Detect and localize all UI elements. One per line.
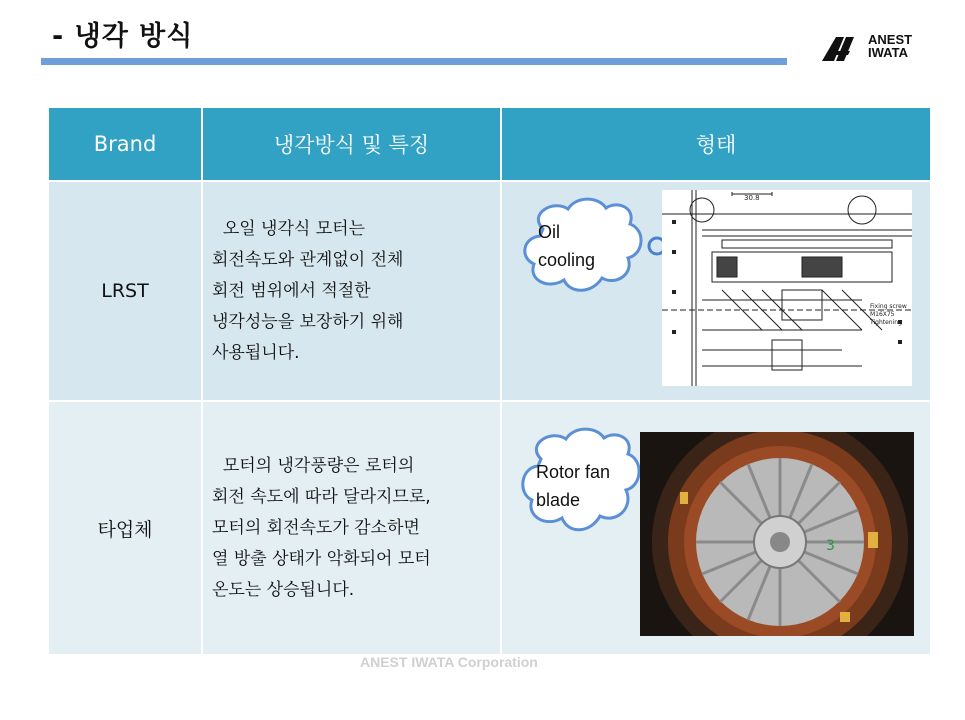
table-row [49,401,930,654]
description-cell [202,181,501,401]
callout-line: Rotor fan [536,462,611,482]
footer-company: ANEST IWATA Corporation [360,654,538,670]
callout-line: blade [536,490,581,510]
image-cell [501,401,930,654]
description-cell [202,401,501,654]
drawing-label: Fixing screw [870,303,907,310]
oil-cooling-drawing [662,190,912,386]
drawing-label: Tightening [870,319,902,326]
brand-cell: 타업체 [49,401,202,654]
drawing-label: M16X75 [870,311,895,318]
title-underline [41,58,787,65]
logo-text [868,33,912,59]
brand-cell: LRST [49,181,202,401]
cooling-comparison-table [49,108,930,654]
table-row [49,181,930,401]
header-cooling-method: 냉각방식 및 특징 [202,108,501,181]
table-header-row [49,108,930,181]
image-cell [501,181,930,401]
logo-line1: ANEST [868,32,913,47]
callout-text [536,458,610,514]
description-text: 모터의 냉각풍량은 로터의 회전 속도에 따라 달라지므로, 모터의 회전속도가 감소하면 열 방출 상태가 악화되어 모터 온도는 상승됩니다. [212,455,431,600]
photo-marking: 3 [826,538,835,554]
drawing-dimension: 30.8 [744,194,760,202]
rotor-fan-photo [640,432,914,636]
header-brand: Brand [49,108,202,181]
logo-line2: IWATA [868,45,908,60]
callout-line: Oil [538,222,560,242]
callout-line: cooling [538,250,596,270]
slide-title: - 냉각 방식 [52,21,194,52]
description-text: 오일 냉각식 모터는 회전속도와 관계없이 전체 회전 범위에서 적절한 냉각성능을 보장하기 위해 사용됩니다. [212,218,404,363]
header-form: 형태 [501,108,930,181]
callout-text [538,218,595,274]
